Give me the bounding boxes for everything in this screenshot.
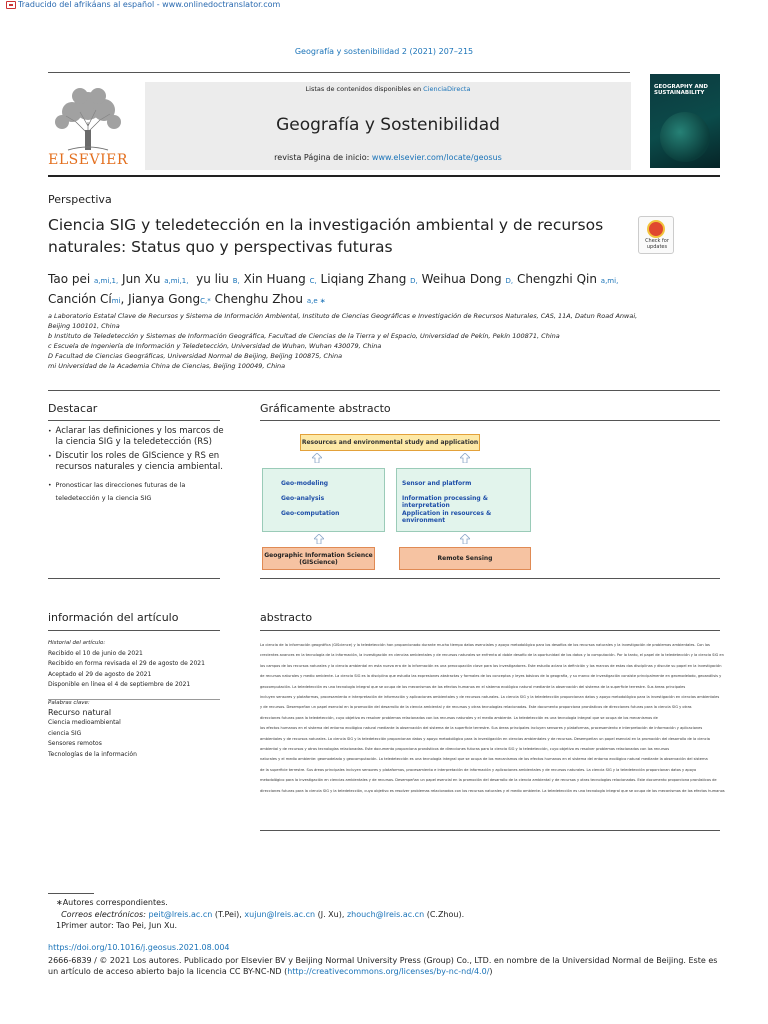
author[interactable]: Chengzhi Qin a,mi,	[516, 272, 619, 286]
abstract-line: direcciones futuras para la teledetección, cuyo objetivo es resolver problemas relacionados con los recursos naturales y el medio ambiente. La teledetección es una tecnología integral que se ocupa de los mecanismos de	[260, 715, 658, 720]
author[interactable]: Jun Xu a,mi,1,	[122, 272, 189, 286]
abstract-line: incluyen sensores y plataformas, procesamiento e interpretación de información y aplicaciones ambientales y de recursos naturales. La ciencia SIG y la teledetección proporcionan datos y apoyo metodológico para la investigación en ciencias ambientales	[260, 695, 720, 700]
author[interactable]: yu liu B,	[196, 272, 240, 286]
highlights-heading: Destacar	[48, 402, 98, 415]
abstract-line: de recursos naturales y medio ambiente. La ciencia SIG es la disciplina que estudia las expresiones abstractas y formales de los conceptos y leyes básicos de la geografía, y su marco de investigación consiste principalmente en geomodelado, geoanálisis y	[260, 674, 722, 679]
ga-item: Sensor and platform	[402, 480, 472, 487]
cover-globe-graphic	[660, 112, 710, 162]
first-author-note: 1Primer autor: Tao Pei, Jun Xu.	[56, 921, 178, 930]
graphical-abstract-bottom-rule	[260, 578, 720, 579]
journal-title: Geografía y Sostenibilidad	[276, 115, 500, 135]
author-list	[48, 270, 678, 310]
affiliation: b Instituto de Teledetección y Sistemas de Información Geográfica, Facultad de Ciencias de la Tierra y el Espacio, Universidad de Pekín, Pekín 100871, China	[48, 332, 560, 340]
arrow-up-icon	[460, 534, 470, 544]
license-prefix: 2666-6839 / © 2021 Los autores. Publicado por Elsevier BV y Beijing Normal University Press (Group) Co., LTD. en nombre de la Universidad Normal de Beijing. Este es un artículo de acceso abierto bajo la licencia CC BY-NC-ND (	[48, 956, 718, 976]
ga-remote-sensing-box	[396, 468, 531, 532]
arrow-up-icon	[312, 453, 322, 463]
ga-item: Application in resources & environment	[402, 510, 492, 524]
highlight-item: • Discutir los roles de GIScience y RS en recursos naturales y ciencia ambiental.	[48, 451, 223, 472]
email-owner: (T.Pei),	[214, 909, 242, 919]
ga-item: Information processing & interpretation	[402, 495, 488, 509]
emails-label: Correos electrónicos:	[61, 909, 146, 919]
keywords-label: Palabras clave:	[48, 699, 90, 706]
journal-homepage	[145, 153, 631, 162]
history-item: Recibido el 10 de junio de 2021	[48, 649, 143, 657]
email-link[interactable]: xujun@lreis.ac.cn	[244, 909, 316, 919]
translator-banner-text[interactable]: Traducido del afrikáans al español - www.onlinedoctranslator.com	[18, 0, 281, 9]
homepage-prefix: revista Página de inicio:	[274, 153, 370, 162]
contents-availability	[145, 85, 631, 93]
article-title: Ciencia SIG y teledetección en la investigación ambiental y de recursos naturales: Status quo y perspectivas futuras	[48, 216, 604, 256]
history-item: Aceptado el 29 de agosto de 2021	[48, 670, 152, 678]
license-suffix: )	[489, 967, 493, 976]
abstract-line: de la superficie terrestre. Sus áreas principales incluyen sensores y plataformas, procesamiento e interpretación de información y aplicaciones ambientales y de recursos naturales. La ciencia SIG y la teledetección proporcionan datos y apoyo	[260, 767, 697, 772]
ga-item: Geo-modeling	[281, 480, 329, 487]
keyword: Tecnologías de la información	[48, 750, 137, 758]
abstract-line: naturales y el medio ambiente: geomodelado y geocomputación. La teledetección es una tecnología integral que se ocupa de los mecanismos de los efectos humanos en el sistema del entorno ecológico natural mediante la observación del sistema	[260, 757, 708, 762]
bullet-icon: •	[48, 482, 52, 489]
translate-icon	[6, 1, 16, 9]
affiliation: a Laboratorio Estatal Clave de Recursos y Sistema de Información Ambiental, Instituto de Ciencias Geográficas e Investigación de Recursos Naturales, CAS, 11A, Datun Road Anwai, Beijing 100101, China	[48, 312, 638, 330]
email-owner: (J. Xu),	[317, 909, 345, 919]
footnote-rule	[48, 893, 94, 894]
graphical-abstract-heading: Gráficamente abstracto	[260, 402, 391, 415]
email-link[interactable]: peit@lreis.ac.cn	[148, 909, 213, 919]
author[interactable]: Canción Cími,	[48, 292, 125, 306]
doi-link[interactable]: https://doi.org/10.1016/j.geosus.2021.08.004	[48, 943, 230, 952]
arrow-up-icon	[460, 453, 470, 463]
header-top-rule	[48, 72, 630, 73]
check-updates-icon	[647, 220, 665, 238]
corresponding-note: ∗Autores correspondientes.	[56, 898, 168, 907]
abstract-body	[260, 640, 768, 796]
cover-title: GEOGRAPHY AND SUSTAINABILITY	[654, 84, 708, 96]
elsevier-logo-text: ELSEVIER	[48, 152, 128, 168]
abstract-heading: abstracto	[260, 611, 313, 624]
article-type: Perspectiva	[48, 193, 112, 206]
highlight-item: • Aclarar las definiciones y los marcos de la ciencia SIG y la teledetección (RS)	[48, 426, 224, 447]
check-updates-label: Check for updates	[645, 238, 669, 250]
bullet-icon: •	[48, 428, 52, 435]
ga-item: Geo-computation	[281, 510, 340, 517]
ga-giscience-label: Geographic Information Science (GIScience)	[262, 547, 375, 570]
affiliation: D Facultad de Ciencias Geográficas, Universidad Normal de Beijing, Beijing 100875, China	[48, 352, 343, 360]
history-item: Recibido en forma revisada el 29 de agosto de 2021	[48, 660, 205, 667]
article-info-separator	[48, 699, 220, 700]
highlights-rule	[48, 420, 220, 421]
author[interactable]: Tao pei a,mi,1,	[48, 272, 119, 286]
article-info-heading: información del artículo	[48, 611, 179, 624]
translator-banner[interactable]	[6, 0, 280, 9]
email-line	[56, 909, 696, 921]
abstract-line: direcciones futuras para la ciencia SIG y la teledetección, cuyo objetivo es resolver problemas relacionados con los recursos naturales y el medio ambiente. La teledetección es una tecnología integral que se ocupa de los mecanismos de los efectos humanos	[260, 788, 725, 793]
ga-giscience-box	[262, 468, 385, 532]
article-info-rule	[48, 630, 220, 631]
affiliations	[48, 311, 638, 371]
email-owner: (C.Zhou).	[426, 909, 465, 919]
abstract-line: y de recursos. Desempeñan un papel esencial en la promoción del desarrollo de la ciencia ambiental y de recursos y otras tecnologías relacionadas. Este documento proporciona pronósticos de direcciones futuras para la ciencia SIG y otras	[260, 705, 692, 710]
header-bottom-rule	[48, 175, 720, 177]
author[interactable]: Weihua Dong D,	[421, 272, 514, 286]
license-text	[48, 955, 728, 977]
license-link[interactable]: http://creativecommons.org/licenses/by-nc-nd/4.0/	[287, 967, 490, 976]
affiliation: mi Universidad de la Academia China de Ciencias, Beijing 100049, China	[48, 362, 286, 370]
sciencedirect-link[interactable]: CienciaDirecta	[423, 85, 471, 93]
history-label: Historial del artículo:	[48, 640, 106, 646]
arrow-up-icon	[314, 534, 324, 544]
graphical-abstract-rule	[260, 420, 720, 421]
listas-prefix: Listas de contenidos disponibles en	[305, 85, 422, 93]
abstract-line: metodológico para la investigación en ciencias ambientales y de recursos. Desempeñan un papel esencial en la promoción del desarrollo de la ciencia ambiental y de recursos y otras tecnologías relacionadas. Este documento proporciona pronósticos de	[260, 778, 717, 783]
highlights-bottom-rule	[48, 578, 220, 579]
abstract-line: ambientales y de recursos naturales. La ciencia SIG y la teledetección proporcionan datos y apoyo metodológico para la investigación en ciencias ambientales y de recursos. Desempeñan un papel esencial en la promoción del desarrollo de la ciencia	[260, 736, 710, 741]
ga-remote-sensing-label: Remote Sensing	[399, 547, 531, 570]
author[interactable]: Liqiang Zhang D,	[320, 272, 418, 286]
abstract-line: ambiental y de recursos y otras tecnologías relacionadas. Este documento proporciona pronósticos de direcciones futuras para la ciencia SIG y la teledetección, cuyo objetivo es resolver problemas relacionados con los recursos	[260, 747, 670, 752]
abstract-line: La ciencia de la información geográfica (GIScience) y la teledetección han proporcionado durante mucho tiempo datos esenciales y apoyo metodológico para los desafíos de los recursos naturales y la investigación de problemas ambientales. Con los	[260, 643, 710, 647]
journal-reference[interactable]: Geografía y sostenibilidad 2 (2021) 207–215	[294, 47, 474, 56]
abstract-bottom-rule	[260, 830, 720, 831]
journal-cover-image[interactable]	[650, 74, 720, 168]
ga-item: Geo-analysis	[281, 495, 325, 502]
history-item: Disponible en línea el 4 de septiembre de 2021	[48, 681, 191, 688]
abstract-line: los campos de los recursos naturales y la ciencia ambiental en esta nueva era de la información es una preocupación clave para los investigadores. Este estudio aclara la definición y los marcos de estas dos disciplinas y discute su papel en la investigación	[260, 663, 722, 668]
homepage-link[interactable]: www.elsevier.com/locate/geosus	[371, 153, 502, 162]
bullet-icon: •	[48, 453, 52, 460]
abstract-line: crecientes avances en la tecnología de la información, la investigación en ciencias ambientales y de recursos naturales se enfrenta al doble desafío de la oportunidad de los datos y la computación. Por lo tanto, el papel de la teledetección y la ciencia SIG en	[260, 653, 724, 658]
footnotes	[56, 897, 696, 932]
email-link[interactable]: zhouch@lreis.ac.cn	[346, 909, 425, 919]
keyword: Ciencia medioambiental	[48, 719, 121, 726]
keyword: Recurso natural	[48, 708, 112, 717]
affiliation: c Escuela de Ingeniería de Información y Teledetección, Universidad de Wuhan, Wuhan 430079, China	[48, 342, 382, 350]
author[interactable]: Chenghu Zhou a,e ∗	[214, 292, 326, 306]
author[interactable]: Jianya GongC,*	[128, 292, 211, 306]
section-rule	[48, 390, 720, 391]
keyword: ciencia SIG	[48, 729, 82, 737]
check-for-updates-button[interactable]	[638, 216, 674, 254]
ga-top-box: Resources and environmental study and application	[300, 434, 480, 451]
abstract-line: geocomputación. La teledetección es una tecnología integral que se ocupa de los mecanismos de los efectos humanos en el sistema ecológico natural mediante la observación del sistema de la superficie terrestre. Sus áreas principales	[260, 684, 686, 689]
highlights-list	[48, 426, 226, 508]
highlight-item: • Pronosticar las direcciones futuras de la teledetección y la ciencia SIG	[48, 479, 226, 505]
keyword: Sensores remotos	[48, 740, 102, 747]
author[interactable]: Xin Huang C,	[243, 272, 317, 286]
abstract-rule	[260, 630, 720, 631]
abstract-line: los efectos humanos en el sistema del entorno ecológico natural mediante la observación del sistema de la superficie terrestre. Sus áreas principales incluyen sensores y plataformas, procesamiento e interpretación de información y aplicaciones	[260, 726, 703, 731]
